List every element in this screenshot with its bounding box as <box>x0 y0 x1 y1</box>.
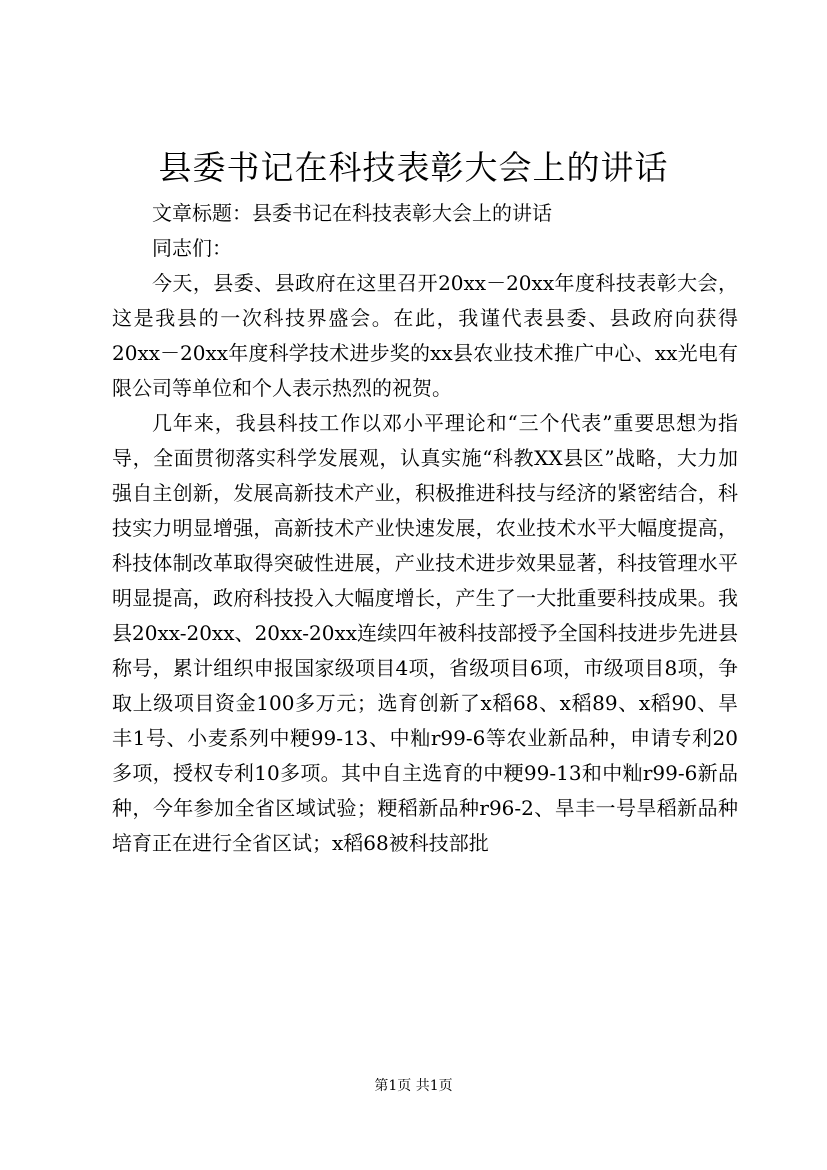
document-body <box>112 196 738 861</box>
document-title: 县委书记在科技表彰大会上的讲话 <box>158 148 669 187</box>
paragraph: 几年来，我县科技工作以邓小平理论和“三个代表”重要思想为指导，全面贯彻落实科学发展观，认真实施“科教XX县区”战略，大力加强自主创新，发展高新技术产业，积极推进科技与经济的紧密结合，科技实力明显增强，高新技术产业快速发展，农业技术水平大幅度提高，科技体制改革取得突破性进展，产业技术进步效果显著，科技管理水平明显提高，政府科技投入大幅度增长，产生了一大批重要科技成果。我县20xx-20xx、20xx-20xx连续四年被科技部授予全国科技进步先进县称号，累计组织申报国家级项目4项，省级项目6项，市级项目8项，争取上级项目资金100多万元；选育创新了x稻68、x稻89、x稻90、旱丰1号、小麦系列中粳99-13、中籼r99-6等农业新品种，申请专利20多项，授权专利10多项。其中自主选育的中粳99-13和中籼r99-6新品种，今年参加全省区域试验；粳稻新品种r96-2、旱丰一号旱稻新品种培育正在进行全省区试；x稻68被科技部批 <box>112 411 738 855</box>
page-footer: 第1页 共1页 <box>374 1078 453 1094</box>
paragraph: 今天，县委、县政府在这里召开20xx－20xx年度科技表彰大会，这是我县的一次科技界盛会。在此，我谨代表县委、县政府向获得20xx－20xx年度科学技术进步奖的xx县农业技术推广中心、xx光电有限公司等单位和个人表示热烈的祝贺。 <box>112 271 738 400</box>
salutation: 同志们： <box>152 236 232 260</box>
article-title-line: 文章标题：县委书记在科技表彰大会上的讲话 <box>152 201 552 225</box>
